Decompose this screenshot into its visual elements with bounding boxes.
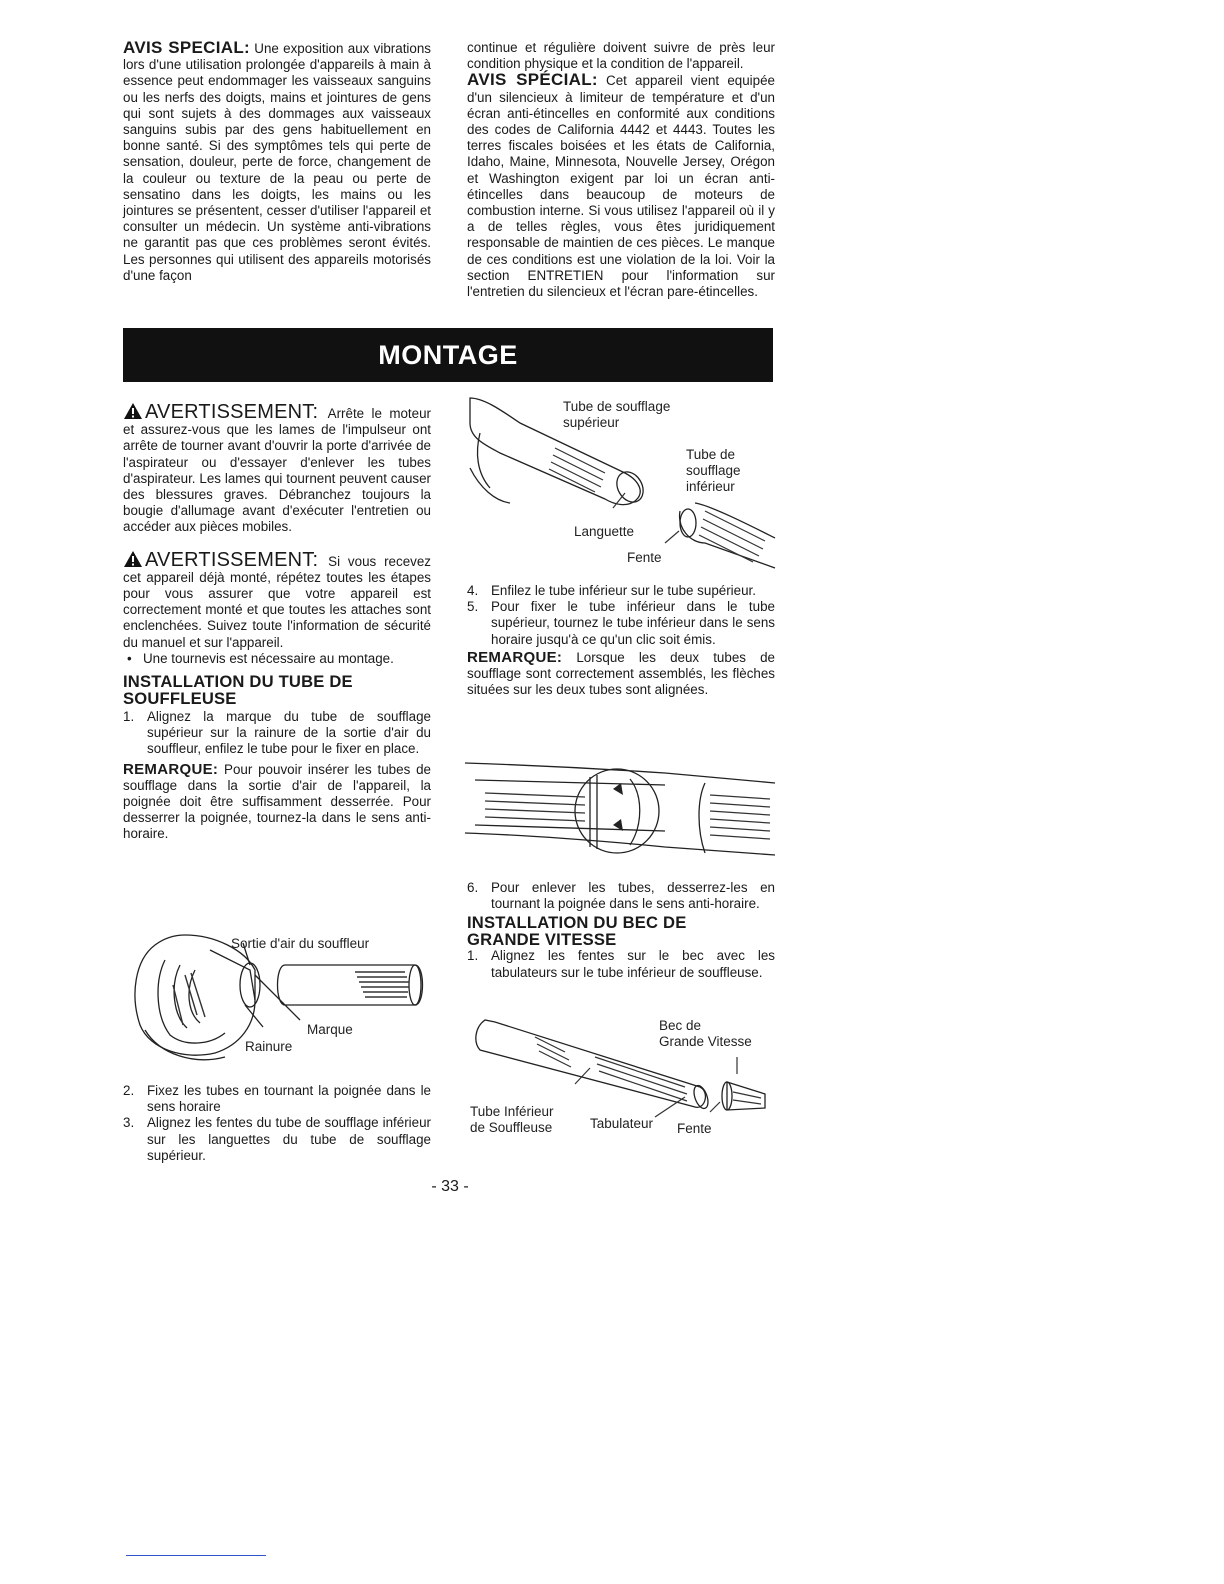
label-lower-blower-tube-line1: Tube Inférieur bbox=[470, 1104, 554, 1119]
step-2-number: 2. bbox=[123, 1083, 135, 1098]
warning-1-title-text: AVERTISSEMENT: bbox=[145, 401, 319, 423]
section-banner bbox=[123, 328, 773, 382]
tube-arrows-illustration bbox=[465, 755, 777, 870]
section-title-nozzle bbox=[467, 914, 775, 948]
label-blower-outlet: Sortie d'air du souffleur bbox=[231, 936, 370, 951]
remark-2-body: Lorsque les deux tubes de soufflage sont correctement assemblés, les flèches situées sur les deux tubes sont alignées. bbox=[467, 649, 775, 698]
special-notice-spark-body: Cet appareil vient equipée d'un silencieux à limiteur de température et d'un écran anti-étincelles en conformité aux conditions des codes de California 4442 et 4443. Toutes les terres fiscales boisées et les états de California, Idaho, Maine, Minnesota, Nouvelle Jersey, Orégon et Washington exigent par loi un écran anti-étincelles dans beaucoup de moteurs de combustion interne. Si vous utilisez l'appareil où il y a de telles règles, vous êtes juridiquement responsable de maintien de ces pièces. Le manque de ces conditions est une violation de la loi. Voir la section ENTRETIEN pour l'information sur l'entretien du silencieux et l'écran pare-étincelles. bbox=[467, 73, 775, 300]
special-notice-spark-lead: AVIS SPÉCIAL: bbox=[467, 70, 598, 90]
label-mark: Marque bbox=[307, 1022, 353, 1037]
step-3 bbox=[123, 1115, 431, 1164]
step-nozzle-1 bbox=[467, 948, 775, 980]
continuation-paragraph: continue et régulière doivent suivre de près leur condition physique et la condition de l'appareil. bbox=[467, 40, 775, 72]
label-tabulator: Tabulateur bbox=[590, 1116, 654, 1131]
label-nozzle-line1: Bec de bbox=[659, 1018, 702, 1033]
right-column-lower bbox=[467, 880, 775, 981]
step-nozzle-1-text: Alignez les fentes sur le bec avec les tabulateurs sur le tube inférieur de souffleuse. bbox=[491, 948, 775, 980]
warning-triangle-icon bbox=[123, 402, 143, 420]
section-title-blower-tube-line1: INSTALLATION DU TUBE DE bbox=[123, 672, 353, 692]
label-slot: Fente bbox=[627, 550, 662, 565]
step-6-number: 6. bbox=[467, 880, 479, 895]
step-6 bbox=[467, 880, 775, 912]
warning-1-body: Arrête le moteur et assurez-vous que les lames de l'impulseur ont arrête de tourner avant d'ouvrir la porte d'arrivée de l'aspirateur ou d'essayer d'enlever les tubes d'aspirateur. Les lames qui tournent peuvent causer des blessures graves. Débranchez toujours la bougie d'allumage avant d'exécuter l'entretien ou accéder aux pièces mobiles. bbox=[123, 406, 431, 535]
footer-rule bbox=[126, 1555, 266, 1556]
label-lower-tube bbox=[686, 447, 741, 495]
label-nozzle bbox=[659, 1018, 752, 1050]
special-notice-lead: AVIS SPECIAL: bbox=[123, 38, 250, 57]
figure-tube-assembly bbox=[465, 393, 780, 573]
step-5-number: 5. bbox=[467, 599, 479, 615]
label-lower-tube-line2: soufflage bbox=[686, 463, 741, 478]
alignment-arrow-icon bbox=[613, 783, 623, 795]
step-3-number: 3. bbox=[123, 1115, 135, 1131]
section-title-nozzle-line1: INSTALLATION DU BEC DE bbox=[467, 913, 687, 933]
special-notice-body: Une exposition aux vibrations lors d'une utilisation prolongée d'appareils à main à essence peut endommager les vaisseaux sanguins ou les nerfs des doigts, mains et jointures de gens qui sont sujets à des dommages aux vaisseaux sanguins subis par des gens habituellement en bonne santé. Si des symptômes tels qui perte de sensation, douleur, perte de force, changement de la couleur ou texture de la peau ou perte de sensatino dans les doigts, les mains ou les jointures se présentent, cesser d'utiliser l'appareil et consulter un médecin. Un système anti-vibrations ne garantit pas que ces problèmes seront évités. Les personnes qui utilisent des appareils motorisés d'une façon bbox=[123, 41, 431, 283]
step-2 bbox=[123, 1083, 431, 1115]
special-notice-vibration bbox=[123, 40, 431, 284]
step-4-number: 4. bbox=[467, 583, 479, 598]
warning-2-title-text: AVERTISSEMENT: bbox=[145, 548, 319, 571]
step-3-text: Alignez les fentes du tube de soufflage inférieur sur les languettes du tube de soufflage supérieur. bbox=[147, 1115, 431, 1163]
left-column bbox=[123, 402, 431, 843]
remark-1-body: Pour pouvoir insérer les tubes de soufflage dans la sortie d'air de l'appareil, la poignée doit être suffisamment desserrée. Pour desserrer la poignée, tournez-la dans le sens anti-horaire. bbox=[123, 761, 431, 842]
warning-1-title bbox=[123, 401, 328, 423]
warning-2-title bbox=[123, 549, 328, 571]
warning-2-body: Si vous recevez cet appareil déjà monté, répétez toutes les étapes pour vous assurer que votre appareil est correctement monté et que toutes les attaches sont enclenchées. Suivez toute l'information de sécurité du manuel et sur l'appareil. bbox=[123, 553, 431, 650]
tool-bullet-text: Une tournevis est nécessaire au montage. bbox=[143, 650, 394, 666]
intro-right-column bbox=[467, 40, 775, 300]
label-nozzle-slot: Fente bbox=[677, 1121, 712, 1136]
warning-triangle-icon bbox=[123, 550, 143, 568]
remark-1-lead: REMARQUE: bbox=[123, 760, 219, 778]
step-5 bbox=[467, 599, 775, 648]
page-number: - 33 - bbox=[431, 1178, 469, 1195]
step-4 bbox=[467, 583, 775, 599]
step-4-text: Enfilez le tube inférieur sur le tube supérieur. bbox=[491, 583, 756, 598]
step-6-text: Pour enlever les tubes, desserrez-les en tournant la poignée dans le sens anti-horaire. bbox=[491, 880, 775, 912]
label-lower-blower-tube-line2: de Souffleuse bbox=[470, 1120, 553, 1135]
warning-2 bbox=[123, 550, 431, 651]
label-upper-tube-text: Tube de soufflage supérieur bbox=[563, 399, 671, 430]
section-title-blower-tube bbox=[123, 673, 431, 707]
label-lower-tube-line3: inférieur bbox=[686, 479, 735, 494]
section-title-blower-tube-line2: SOUFFLEUSE bbox=[123, 689, 237, 709]
section-title-nozzle-line2: GRANDE VITESSE bbox=[467, 930, 617, 950]
remark-2-lead: REMARQUE: bbox=[467, 648, 563, 666]
banner-title: MONTAGE bbox=[378, 339, 518, 370]
label-lower-tube-line1: Tube de bbox=[686, 447, 736, 462]
left-column-steps bbox=[123, 1083, 431, 1164]
special-notice-spark bbox=[467, 72, 775, 300]
remark-2 bbox=[467, 650, 775, 699]
step-1-text: Alignez la marque du tube de soufflage supérieur sur la rainure de la sortie d'air du souffleur, enfilez le tube pour le fixer en place. bbox=[147, 709, 431, 757]
bullet-dot: • bbox=[127, 650, 132, 666]
step-1-number: 1. bbox=[123, 709, 135, 725]
figure-blower-outlet bbox=[125, 925, 435, 1070]
right-column-steps bbox=[467, 583, 775, 698]
label-tab: Languette bbox=[574, 524, 635, 539]
remark-1 bbox=[123, 762, 431, 843]
label-groove: Rainure bbox=[245, 1039, 293, 1054]
step-5-text: Pour fixer le tube inférieur dans le tube supérieur, tournez le tube inférieur dans le sens horaire jusqu'à ce qu'un clic soit émis. bbox=[491, 599, 775, 647]
label-upper-tube bbox=[563, 399, 703, 431]
step-2-text: Fixez les tubes en tournant la poignée dans le sens horaire bbox=[147, 1083, 431, 1115]
label-nozzle-line2: Grande Vitesse bbox=[659, 1034, 752, 1049]
warning-1 bbox=[123, 402, 431, 536]
intro-left-column bbox=[123, 40, 431, 284]
step-1 bbox=[123, 709, 431, 758]
label-lower-blower-tube bbox=[470, 1104, 554, 1136]
tool-bullet bbox=[127, 651, 431, 667]
figure-tube-arrows bbox=[465, 755, 777, 870]
figure-nozzle bbox=[465, 1012, 780, 1142]
step-nozzle-1-number: 1. bbox=[467, 948, 479, 964]
